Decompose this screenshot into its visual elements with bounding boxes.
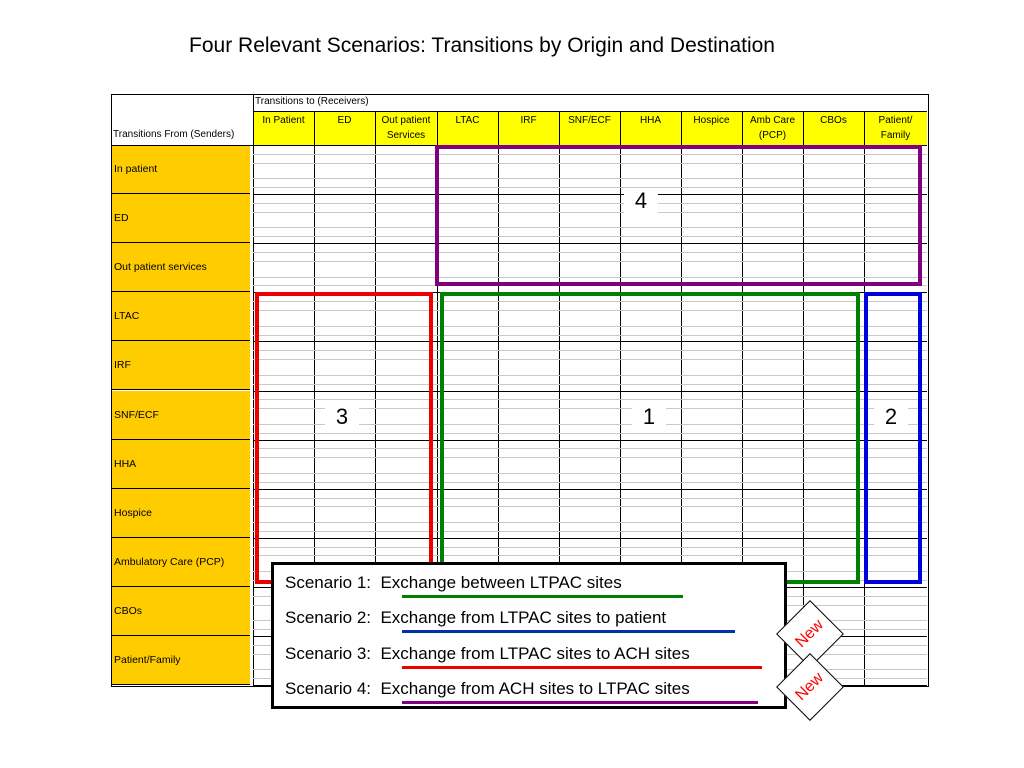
page-title: Four Relevant Scenarios: Transitions by Origin and Destination bbox=[189, 34, 775, 57]
column-header-line1: Out patient bbox=[381, 115, 431, 126]
column-header-line2: Family bbox=[880, 130, 911, 141]
column-header-line1: In Patient bbox=[262, 115, 305, 126]
column-header bbox=[681, 113, 742, 128]
row-label: Hospice bbox=[112, 489, 250, 538]
column-header bbox=[498, 113, 559, 128]
column-header bbox=[253, 113, 314, 128]
receivers-group-label: Transitions to (Receivers) bbox=[255, 96, 369, 107]
row-label: HHA bbox=[112, 440, 250, 489]
legend-prefix: Scenario 2: bbox=[285, 608, 371, 627]
legend-underline-1 bbox=[402, 595, 683, 598]
legend-text: Exchange from LTPAC sites to patient bbox=[380, 608, 667, 627]
legend-underline-2 bbox=[402, 630, 735, 633]
column-header-line1: LTAC bbox=[455, 115, 480, 126]
legend-underline-4 bbox=[402, 701, 758, 704]
legend-item-1 bbox=[285, 573, 622, 593]
column-header-line1: Amb Care bbox=[749, 115, 795, 126]
column-header-line1: CBOs bbox=[820, 115, 847, 126]
legend-text: Exchange from ACH sites to LTPAC sites bbox=[380, 679, 690, 698]
row-label: Out patient services bbox=[112, 243, 250, 292]
legend-text: Exchange from LTPAC sites to ACH sites bbox=[380, 644, 690, 663]
row-label: SNF/ECF bbox=[112, 391, 250, 440]
column-header bbox=[620, 113, 681, 128]
column-header-line1: Patient/ bbox=[878, 115, 913, 126]
grid-hline bbox=[253, 111, 927, 112]
row-label: CBOs bbox=[112, 587, 250, 636]
scenario-4-region bbox=[435, 145, 922, 286]
legend-text: Exchange between LTPAC sites bbox=[380, 573, 622, 592]
column-header bbox=[559, 113, 620, 128]
scenario-2-region bbox=[864, 292, 922, 584]
row-label: In patient bbox=[112, 145, 250, 194]
column-header-line1: Hospice bbox=[693, 115, 730, 126]
column-header-line1: HHA bbox=[639, 115, 662, 126]
column-header-line1: IRF bbox=[520, 115, 537, 126]
legend-prefix: Scenario 3: bbox=[285, 644, 371, 663]
legend-item-4 bbox=[285, 679, 690, 699]
new-tag: New bbox=[776, 653, 844, 721]
column-header bbox=[314, 113, 375, 128]
row-label: LTAC bbox=[112, 292, 250, 341]
column-header-line2: (PCP) bbox=[758, 130, 787, 141]
scenario-number: 1 bbox=[632, 405, 666, 429]
row-label: Ambulatory Care (PCP) bbox=[112, 538, 250, 587]
scenario-number: 2 bbox=[874, 405, 908, 429]
scenario-number: 3 bbox=[325, 405, 359, 429]
legend-prefix: Scenario 1: bbox=[285, 573, 371, 592]
scenario-3-region bbox=[255, 292, 433, 584]
column-header bbox=[437, 113, 498, 128]
row-label: ED bbox=[112, 194, 250, 243]
column-header bbox=[864, 113, 927, 143]
new-tag: New bbox=[776, 600, 844, 668]
row-label: Patient/Family bbox=[112, 636, 250, 685]
row-label: IRF bbox=[112, 341, 250, 390]
column-header bbox=[742, 113, 803, 143]
scenario-1-region bbox=[440, 292, 860, 584]
column-header-line2: Services bbox=[386, 130, 426, 141]
column-header bbox=[375, 113, 437, 143]
column-header-line1: ED bbox=[337, 115, 352, 126]
legend-item-3 bbox=[285, 644, 690, 664]
legend-prefix: Scenario 4: bbox=[285, 679, 371, 698]
legend-underline-3 bbox=[402, 666, 762, 669]
scenario-number: 4 bbox=[624, 189, 658, 213]
scenario-legend bbox=[271, 562, 787, 709]
column-header-line1: SNF/ECF bbox=[568, 115, 611, 126]
legend-item-2 bbox=[285, 608, 666, 628]
senders-axis-label: Transitions From (Senders) bbox=[113, 129, 235, 140]
column-header bbox=[803, 113, 864, 128]
